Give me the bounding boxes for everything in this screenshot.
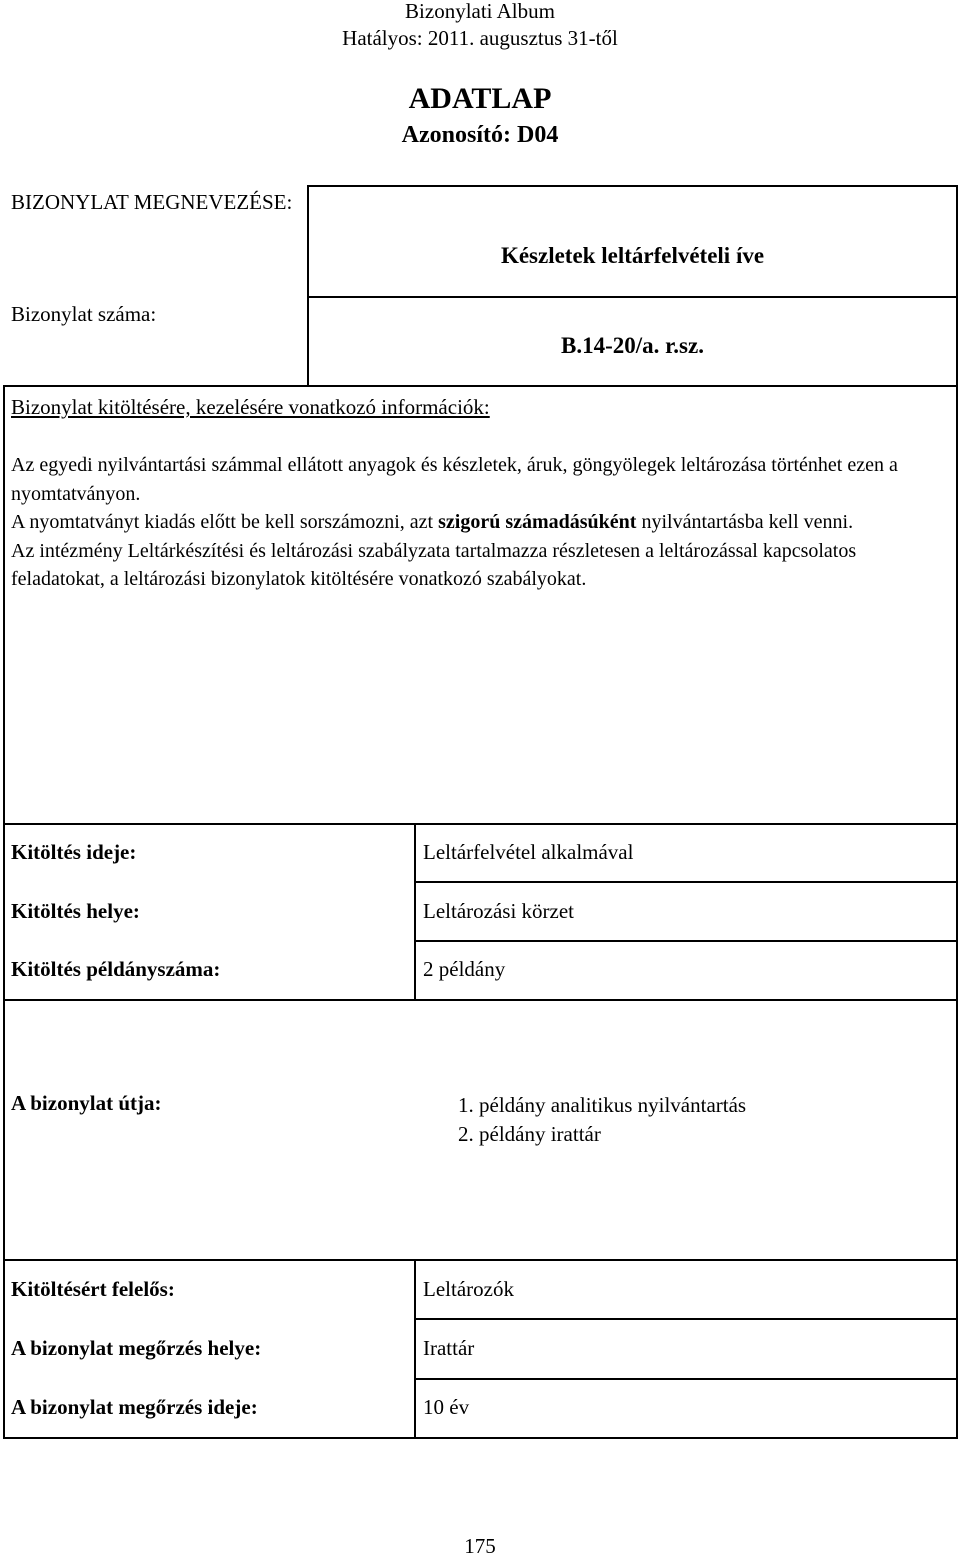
- section-line-3: [3, 1259, 958, 1261]
- frame-top: [3, 385, 958, 387]
- upper-box-right: [956, 185, 958, 386]
- info-paragraph-1: Az egyedi nyilvántartási számmal ellátott anyagok és készletek, áruk, göngyölegek leltározása történhet ezen a nyomtatványon.: [11, 454, 898, 505]
- responsible-label: Kitöltésért felelős:: [11, 1277, 175, 1301]
- route-label: A bizonylat útja:: [11, 1091, 162, 1115]
- info-heading: Bizonylat kitöltésére, kezelésére vonatkozó információk:: [11, 395, 490, 419]
- fill-place-value: Leltározási körzet: [423, 899, 574, 923]
- route-list: [458, 1091, 746, 1149]
- storage-time-value: 10 év: [423, 1395, 470, 1419]
- fill-time-label: Kitöltés ideje:: [11, 840, 137, 864]
- fill-place-label: Kitöltés helye:: [11, 899, 140, 923]
- frame-left: [3, 385, 5, 1439]
- bizonylat-number-value: B.14-20/a. r.sz.: [561, 333, 704, 358]
- album-title: Bizonylati Album: [405, 0, 555, 23]
- section-line-2: [3, 999, 958, 1001]
- responsible-col-divider: [414, 1259, 416, 1439]
- info-paragraph-3: Az intézmény Leltárkészítési és leltározási szabályzata tartalmazza részletesen a leltározással kapcsolatos feladatokat, a leltározási bizonylatok kitöltésére vonatkozó szabályokat.: [11, 539, 857, 590]
- resp-row-line-1: [414, 1318, 958, 1320]
- fill-col-divider: [414, 823, 416, 1001]
- bizonylat-number-label: Bizonylat száma:: [11, 302, 157, 326]
- storage-place-value: Irattár: [423, 1336, 475, 1360]
- page-title: ADATLAP: [408, 82, 552, 115]
- fill-time-value: Leltárfelvétel alkalmával: [423, 840, 634, 864]
- responsible-value: Leltározók: [423, 1277, 514, 1301]
- upper-box-mid: [307, 296, 958, 298]
- storage-place-label: A bizonylat megőrzés helye:: [11, 1336, 262, 1360]
- page-number: 175: [464, 1534, 496, 1558]
- section-line-1: [3, 823, 958, 825]
- effective-date: Hatályos: 2011. augusztus 31-től: [342, 26, 618, 50]
- info-paragraph-2-text: A nyomtatványt kiadás előtt be kell sorszámozni, azt: [11, 511, 439, 533]
- resp-row-line-2: [414, 1378, 958, 1380]
- route-item-2: 2. példány irattár: [458, 1122, 601, 1146]
- fill-copies-label: Kitöltés példányszáma:: [11, 957, 221, 981]
- bizonylat-name-value: Készletek leltárfelvételi íve: [500, 243, 765, 268]
- document-id: Azonosító: D04: [401, 122, 559, 148]
- storage-time-label: A bizonylat megőrzés ideje:: [11, 1395, 258, 1419]
- upper-box-top: [307, 185, 958, 187]
- fill-copies-value: 2 példány: [423, 957, 506, 981]
- route-item-1: 1. példány analitikus nyilvántartás: [458, 1093, 747, 1117]
- frame-right: [956, 385, 958, 1439]
- info-paragraphs: [11, 451, 946, 594]
- info-paragraph-2: [11, 508, 946, 537]
- info-paragraph-2-end: nyilvántartásba kell venni.: [636, 511, 854, 533]
- frame-bottom: [3, 1437, 958, 1439]
- bizonylat-name-label: BIZONYLAT MEGNEVEZÉSE:: [11, 190, 293, 214]
- info-paragraph-2-emphasis: szigorú számadásúként: [438, 511, 637, 533]
- fill-row-line-2: [414, 940, 958, 942]
- fill-row-line-1: [414, 881, 958, 883]
